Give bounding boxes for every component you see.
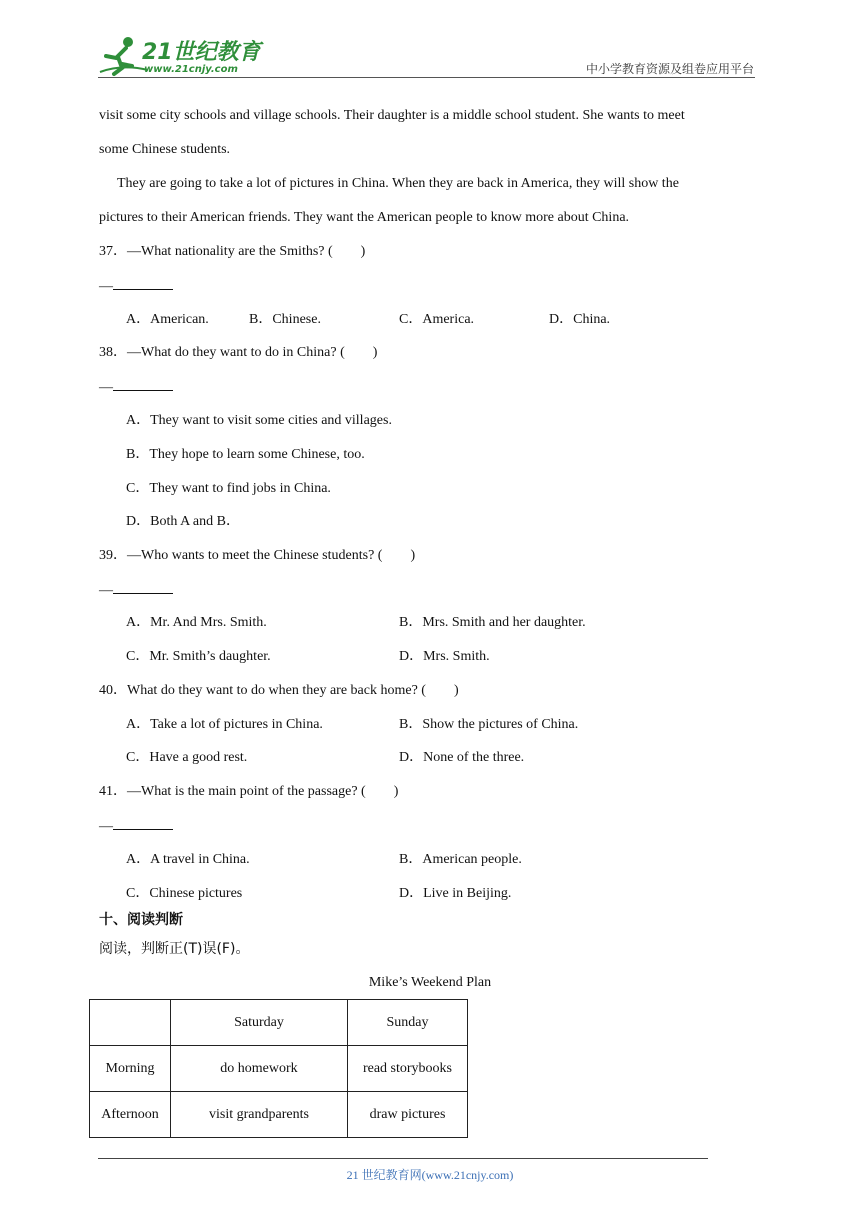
q39-option-b[interactable]: B．Mrs. Smith and her daughter.: [399, 615, 586, 630]
q37-option-d[interactable]: D．China.: [549, 312, 611, 327]
q41-option-d[interactable]: D．Live in Beijing.: [399, 886, 512, 901]
table-header-cell: Saturday: [171, 1000, 348, 1046]
table-row: [90, 1092, 468, 1138]
logo-sub-text: www.21cnjy.com: [144, 64, 238, 75]
question-37-stem: 37．—What nationality are the Smiths? ( ): [99, 244, 366, 259]
answer-prefix: —: [99, 279, 113, 294]
q40-option-b[interactable]: B．Show the pictures of China.: [399, 717, 579, 732]
q41-option-c[interactable]: C．Chinese pictures: [126, 886, 243, 901]
question-38-stem: 38．—What do they want to do in China? ( ): [99, 345, 378, 360]
table-header-cell: Sunday: [348, 1000, 468, 1046]
header-divider: [98, 77, 755, 78]
passage-line-4: pictures to their American friends. They want the American people to know more about China.: [99, 210, 630, 225]
site-logo: [92, 34, 260, 78]
table-cell: read storybooks: [348, 1046, 468, 1092]
question-40-stem: 40．What do they want to do when they are back home? ( ): [99, 683, 459, 698]
q37-option-b[interactable]: B．Chinese.: [249, 312, 321, 327]
table-row-label: Morning: [90, 1046, 171, 1092]
q38-option-c[interactable]: C．They want to find jobs in China.: [126, 481, 331, 496]
answer-blank[interactable]: [113, 378, 173, 391]
q37-option-a[interactable]: A．American.: [126, 312, 209, 327]
logo-main-text: 21世纪教育: [142, 40, 261, 65]
question-39-stem: 39．—Who wants to meet the Chinese students? ( ): [99, 548, 416, 563]
passage-line-3: They are going to take a lot of pictures in China. When they are back in America, they will show the: [117, 176, 679, 191]
question-41-stem: 41．—What is the main point of the passage? ( ): [99, 784, 399, 799]
table-row: [90, 1046, 468, 1092]
q40-option-c[interactable]: C．Have a good rest.: [126, 750, 248, 765]
table-corner-cell: [90, 1000, 171, 1046]
answer-prefix: —: [99, 380, 113, 395]
answer-blank[interactable]: [113, 277, 173, 290]
table-header-row: [90, 1000, 468, 1046]
header-platform-text: 中小学教育资源及组卷应用平台: [585, 62, 754, 76]
table-cell: do homework: [171, 1046, 348, 1092]
passage-line-1: visit some city schools and village schools. Their daughter is a middle school student. She wants to meet: [99, 108, 685, 123]
table-cell: visit grandparents: [171, 1092, 348, 1138]
answer-blank[interactable]: [113, 817, 173, 830]
answer-blank[interactable]: [113, 581, 173, 594]
footer-divider: [98, 1158, 708, 1159]
table-title: Mike’s Weekend Plan: [368, 975, 492, 990]
q39-option-c[interactable]: C．Mr. Smith’s daughter.: [126, 649, 271, 664]
q38-option-b[interactable]: B．They hope to learn some Chinese, too.: [126, 447, 365, 462]
q41-option-a[interactable]: A．A travel in China.: [126, 852, 250, 867]
q41-option-b[interactable]: B．American people.: [399, 852, 522, 867]
q37-option-c[interactable]: C．America.: [399, 312, 475, 327]
q38-option-a[interactable]: A．They want to visit some cities and villages.: [126, 413, 392, 428]
weekend-plan-table: [89, 999, 468, 1138]
answer-line-39[interactable]: [99, 581, 173, 600]
answer-line-41[interactable]: [99, 817, 173, 836]
section-instruction: 阅读，判断正(T)误(F)。: [99, 941, 250, 957]
answer-line-37[interactable]: [99, 277, 173, 296]
q38-option-d[interactable]: D．Both A and B．: [126, 514, 240, 529]
section-heading: 十、阅读判断: [99, 912, 183, 928]
table-cell: draw pictures: [348, 1092, 468, 1138]
answer-prefix: —: [99, 583, 113, 598]
footer-link[interactable]: 21 世纪教育网(www.21cnjy.com): [346, 1168, 514, 1182]
answer-line-38[interactable]: [99, 378, 173, 397]
q40-option-d[interactable]: D．None of the three.: [399, 750, 525, 765]
table-row-label: Afternoon: [90, 1092, 171, 1138]
answer-prefix: —: [99, 819, 113, 834]
q39-option-d[interactable]: D．Mrs. Smith.: [399, 649, 490, 664]
q39-option-a[interactable]: A．Mr. And Mrs. Smith.: [126, 615, 267, 630]
q40-option-a[interactable]: A．Take a lot of pictures in China.: [126, 717, 323, 732]
passage-line-2: some Chinese students.: [99, 142, 231, 157]
